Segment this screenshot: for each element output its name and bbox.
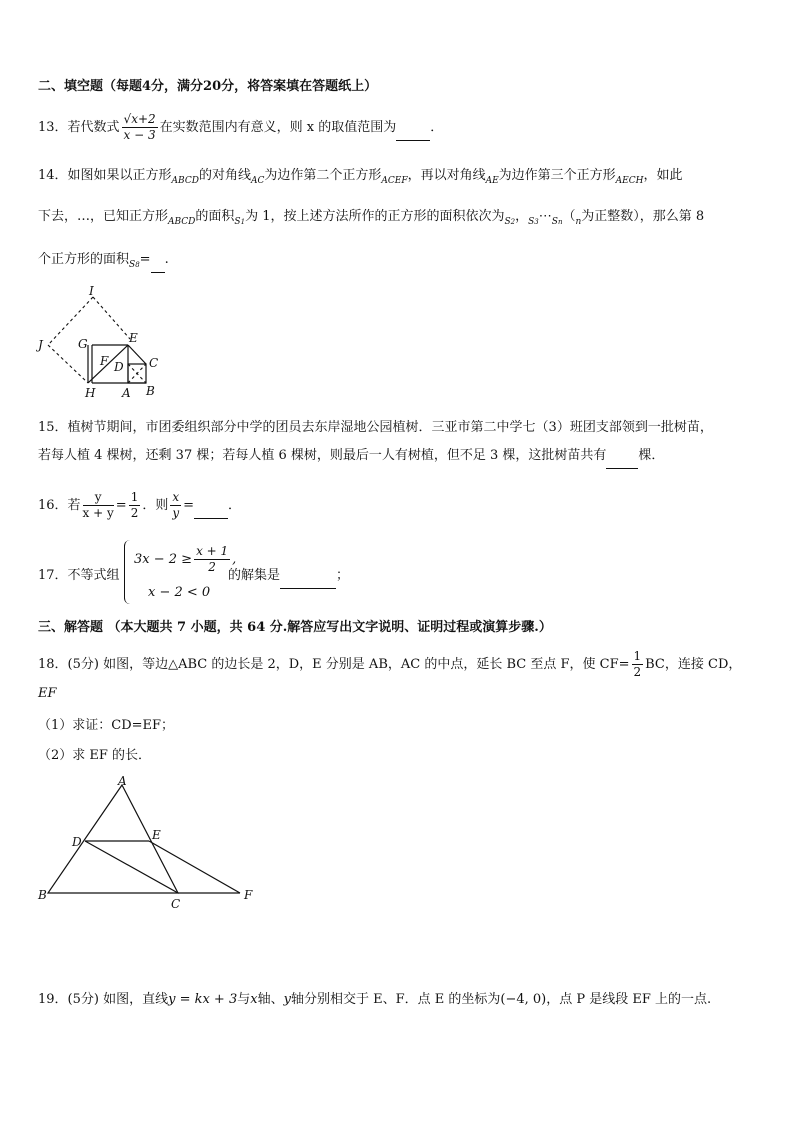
question-18-part-2: （2）求 EF 的长．	[38, 748, 152, 763]
question-15-line-1: 15．植树节期间，市团委组织部分中学的团员去东岸湿地公园植树．三亚市第二中学七（3）班团支部领到一批树苗，	[38, 420, 713, 435]
figure-14-squares	[30, 285, 180, 400]
q15-answer-blank[interactable]	[606, 448, 638, 469]
q13-fraction: $\frac{√x+2}{x - 3}$	[123, 112, 156, 142]
label-a: A	[122, 386, 131, 400]
label-d: D	[114, 360, 124, 374]
label-b: B	[146, 384, 155, 398]
figure-18-triangle	[30, 775, 270, 910]
label-b: B	[38, 888, 47, 902]
question-14-line-2: 下去，…，已知正方形$_{ABCD}$的面积$_{S1}$为 1，按上述方法所作的正方形的面积依次为$_{S2}$，$_{S3}\cdots_{Sn}(_n$为正整数），那么第 8	[38, 209, 705, 227]
q17-answer-blank[interactable]	[280, 568, 336, 589]
section-2-title: 二、填空题（每题4分，满分20分，将答案填在答题纸上）	[38, 79, 378, 94]
label-h: H	[85, 386, 96, 400]
question-18-line-1: 18．(5分) 如图，等边△ABC 的边长是 2，D，E 分别是 AB，AC 的中点，延长 BC 至点 F，使 CF= $\frac{1}{2}$ BC，连接 CD，	[38, 649, 742, 679]
label-e: E	[152, 828, 161, 842]
question-15-line-2: 若每人植 4 棵树，还剩 37 棵；若每人植 6 棵树，则最后一人有树植，但不足 3 棵，这批树苗共有 棵．	[38, 446, 664, 469]
label-c: C	[149, 356, 159, 370]
label-f: F	[244, 888, 253, 902]
question-18-part-1: （1）求证：CD=EF；	[38, 718, 175, 733]
label-c: C	[171, 897, 181, 910]
label-g: G	[78, 337, 88, 351]
q17-row-1: 3x − 2 ≥ $\frac{x + 1}{2}$ ,	[134, 544, 237, 574]
section-3-title: 三、解答题 （本大题共 7 小题，共 64 分.解答应写出文字说明、证明过程或演算步骤.）	[38, 620, 552, 635]
segment-ef	[149, 841, 240, 893]
label-f: F	[100, 354, 109, 368]
question-14-line-1: 14．如图如果以正方形$_{ABCD}$的对角线$_{AC}$为边作第二个正方形$_{ACEF}$，再以对角线$_{AE}$为边作第三个正方形$_{AECH}$，如此	[38, 168, 683, 186]
label-j: J	[38, 338, 43, 352]
question-14-line-3: 个正方形的面积$_{S8}$= .	[38, 250, 169, 275]
q17-suffix: 的解集是 ；	[228, 566, 349, 589]
question-16: 16．若 $\frac{y}{x + y}$ = $\frac{1}{2}$ ．则 $\frac{x}{y}$ = ．	[38, 490, 242, 520]
label-i: I	[89, 285, 94, 298]
q13-answer-blank[interactable]	[396, 120, 430, 141]
question-18-line-2: EF	[38, 686, 57, 701]
question-13: 13．若代数式 $\frac{√x+2}{x - 3}$ 在实数范围内有意义，则 x 的取值范围为 ．	[38, 112, 444, 142]
q17-row-2: x − 2 < 0	[148, 585, 211, 600]
q16-answer-blank[interactable]	[194, 498, 228, 519]
q13-prefix: 13．若代数式	[38, 120, 120, 135]
label-e: E	[129, 331, 138, 345]
question-17-prefix: 17．不等式组	[38, 568, 120, 583]
label-a: A	[118, 775, 127, 788]
question-19: 19．(5分) 如图，直线y = kx + 3与x轴、y轴分别相交于 E、F．点 E 的坐标为(−4, 0)，点 P 是线段 EF 上的一点.	[38, 992, 712, 1007]
q14-answer-blank[interactable]	[151, 252, 165, 273]
q17-system-brace	[124, 540, 131, 604]
q13-suffix: 在实数范围内有意义，则 x 的取值范围为	[159, 120, 397, 135]
label-d: D	[72, 835, 82, 849]
